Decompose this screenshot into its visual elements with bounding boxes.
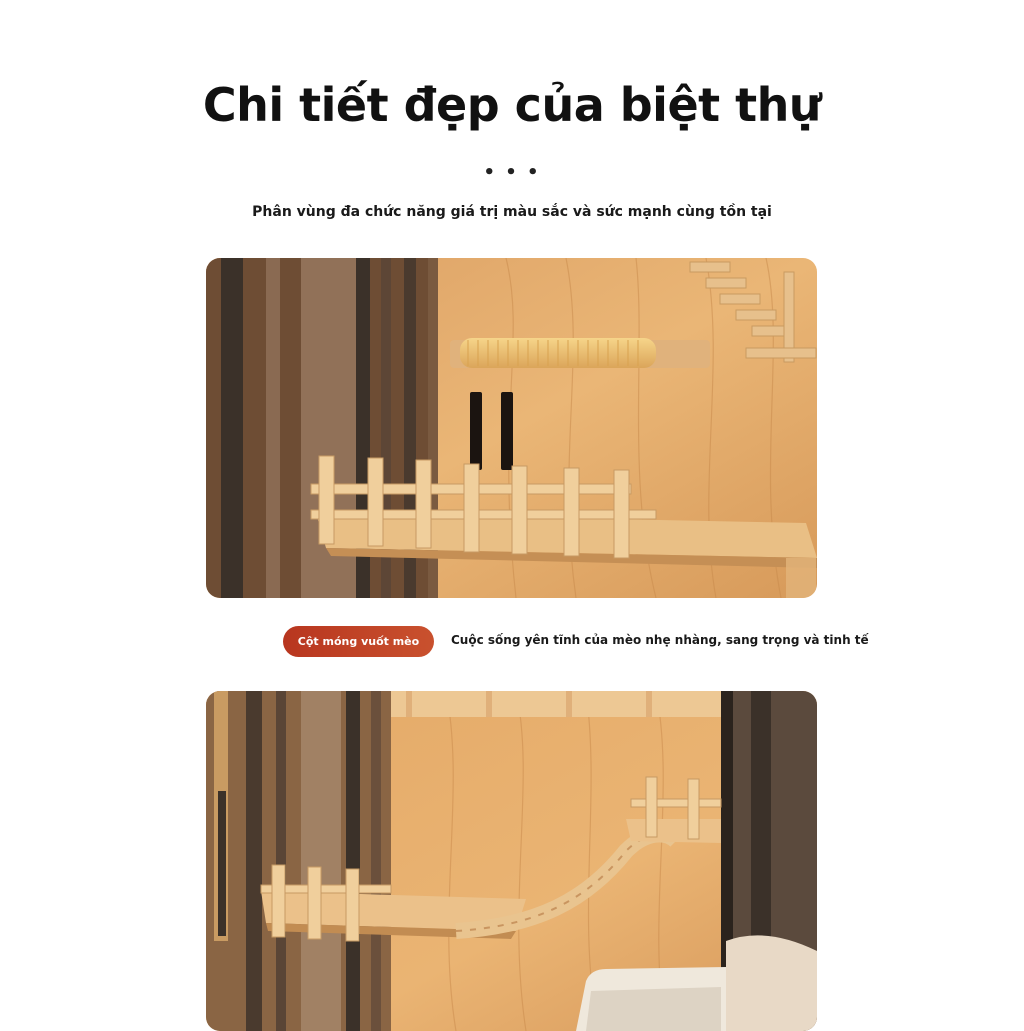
page-title: Chi tiết đẹp của biệt thự [202,78,822,132]
cat-scratching-post-badge: Cột móng vuốt mèo [283,626,434,657]
cabinet-interior-photo-top [206,258,817,598]
page-subtitle: Phân vùng đa chức năng giá trị màu sắc và sức mạnh cùng tồn tại [252,204,772,220]
decorative-dots: • • • [483,162,541,183]
cabinet-interior-photo-bottom [206,691,817,1031]
feature-caption: Cuộc sống yên tĩnh của mèo nhẹ nhàng, sang trọng và tinh tế [451,633,869,647]
